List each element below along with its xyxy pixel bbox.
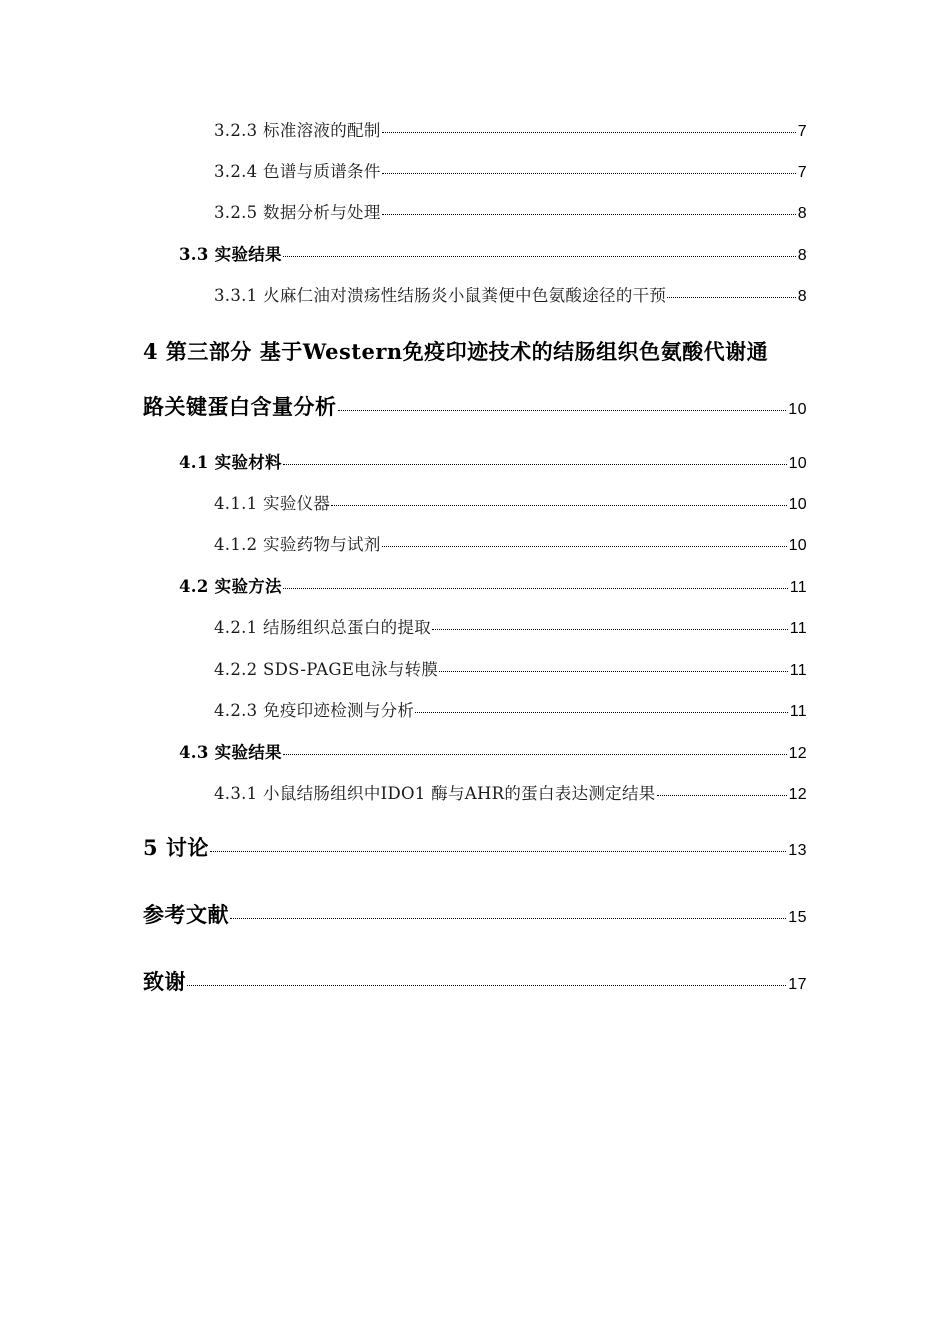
- toc-label: 4.2.2 SDS-PAGE电泳与转膜: [214, 660, 439, 679]
- toc-leader-dots: [283, 464, 787, 465]
- toc-leader-dots: [439, 671, 788, 672]
- toc-leader-dots: [382, 132, 796, 133]
- toc-page-number: 7: [797, 164, 807, 181]
- toc-leader-dots: [657, 795, 787, 796]
- toc-entry-4-1-2[interactable]: [214, 531, 807, 555]
- toc-label: 4.2.1 结肠组织总蛋白的提取: [214, 618, 432, 637]
- toc-leader-dots: [432, 629, 788, 630]
- toc-entry-4-3-1[interactable]: [214, 780, 807, 804]
- toc-page-number: 8: [797, 288, 807, 305]
- toc-label: 4.2.3 免疫印迹检测与分析: [214, 701, 415, 720]
- toc-label: 4.3 实验结果: [179, 743, 282, 762]
- toc-label: 4.1 实验材料: [179, 453, 282, 472]
- toc-entry-4-2-1[interactable]: [214, 614, 807, 638]
- toc-label: 4.1.1 实验仪器: [214, 494, 331, 513]
- toc-entry-4-1-1[interactable]: [214, 490, 807, 514]
- toc-leader-dots: [338, 410, 787, 411]
- toc-entry-4-3[interactable]: [179, 739, 807, 763]
- toc-leader-dots: [283, 256, 796, 257]
- toc-page-number: 11: [789, 579, 807, 596]
- toc-entry-4-title-line1[interactable]: [143, 336, 807, 366]
- toc-leader-dots: [667, 297, 796, 298]
- toc-leader-dots: [331, 505, 786, 506]
- toc-entry-acknowledgements[interactable]: [143, 966, 807, 996]
- toc-page-number: 12: [788, 745, 807, 762]
- toc-label: 4.1.2 实验药物与试剂: [214, 535, 381, 554]
- toc-leader-dots: [382, 173, 796, 174]
- toc-label-line2: 路关键蛋白含量分析: [143, 394, 337, 419]
- toc-leader-dots: [187, 985, 786, 986]
- toc-entry-4-2-3[interactable]: [214, 697, 807, 721]
- toc-label: 3.2.3 标准溶液的配制: [214, 121, 381, 140]
- toc-leader-dots: [283, 754, 787, 755]
- toc-leader-dots: [382, 214, 796, 215]
- toc-label: 参考文献: [143, 902, 229, 927]
- toc-page-number: 10: [788, 455, 807, 472]
- toc-label-line1: 4 第三部分 基于Western免疫印迹技术的结肠组织色氨酸代谢通: [143, 339, 769, 364]
- toc-page-number: 10: [788, 401, 807, 418]
- toc-page-number: 10: [788, 496, 807, 513]
- toc-label: 致谢: [143, 969, 186, 994]
- toc-entry-5[interactable]: [143, 832, 807, 862]
- toc-page-number: 11: [789, 703, 807, 720]
- toc-label: 4.2 实验方法: [179, 577, 282, 596]
- toc-page-number: 15: [788, 909, 807, 926]
- toc-page-number: 11: [789, 620, 807, 637]
- toc-entry-3-3[interactable]: [179, 241, 807, 265]
- toc-page-number: 7: [797, 123, 807, 140]
- toc-page-number: 12: [788, 786, 807, 803]
- toc-entry-4-2-2[interactable]: [214, 656, 807, 680]
- toc-page-number: 11: [789, 662, 807, 679]
- toc-entry-3-2-4[interactable]: [214, 158, 807, 182]
- toc-entry-3-3-1[interactable]: [214, 282, 807, 306]
- toc-leader-dots: [283, 588, 788, 589]
- toc-leader-dots: [230, 918, 786, 919]
- toc-label: 3.3.1 火麻仁油对溃疡性结肠炎小鼠粪便中色氨酸途径的干预: [214, 286, 667, 305]
- toc-entry-4-1[interactable]: [179, 449, 807, 473]
- toc-page-number: 8: [797, 247, 807, 264]
- toc-entry-references[interactable]: [143, 899, 807, 929]
- toc-page-number: 13: [788, 842, 807, 859]
- toc-entry-4-2[interactable]: [179, 573, 807, 597]
- toc-leader-dots: [210, 851, 786, 852]
- toc-page-number: 8: [797, 205, 807, 222]
- toc-page-number: 10: [788, 537, 807, 554]
- toc-label: 5 讨论: [143, 835, 209, 860]
- toc-label: 3.3 实验结果: [179, 245, 282, 264]
- toc-label: 3.2.5 数据分析与处理: [214, 203, 381, 222]
- toc-leader-dots: [382, 546, 787, 547]
- toc-entry-3-2-5[interactable]: [214, 199, 807, 223]
- toc-leader-dots: [415, 712, 788, 713]
- toc-entry-4[interactable]: [143, 391, 807, 421]
- toc-entry-3-2-3[interactable]: [214, 117, 807, 141]
- toc-label: 4.3.1 小鼠结肠组织中IDO1 酶与AHR的蛋白表达测定结果: [214, 784, 656, 803]
- toc-label: 3.2.4 色谱与质谱条件: [214, 162, 381, 181]
- toc-page-number: 17: [788, 976, 807, 993]
